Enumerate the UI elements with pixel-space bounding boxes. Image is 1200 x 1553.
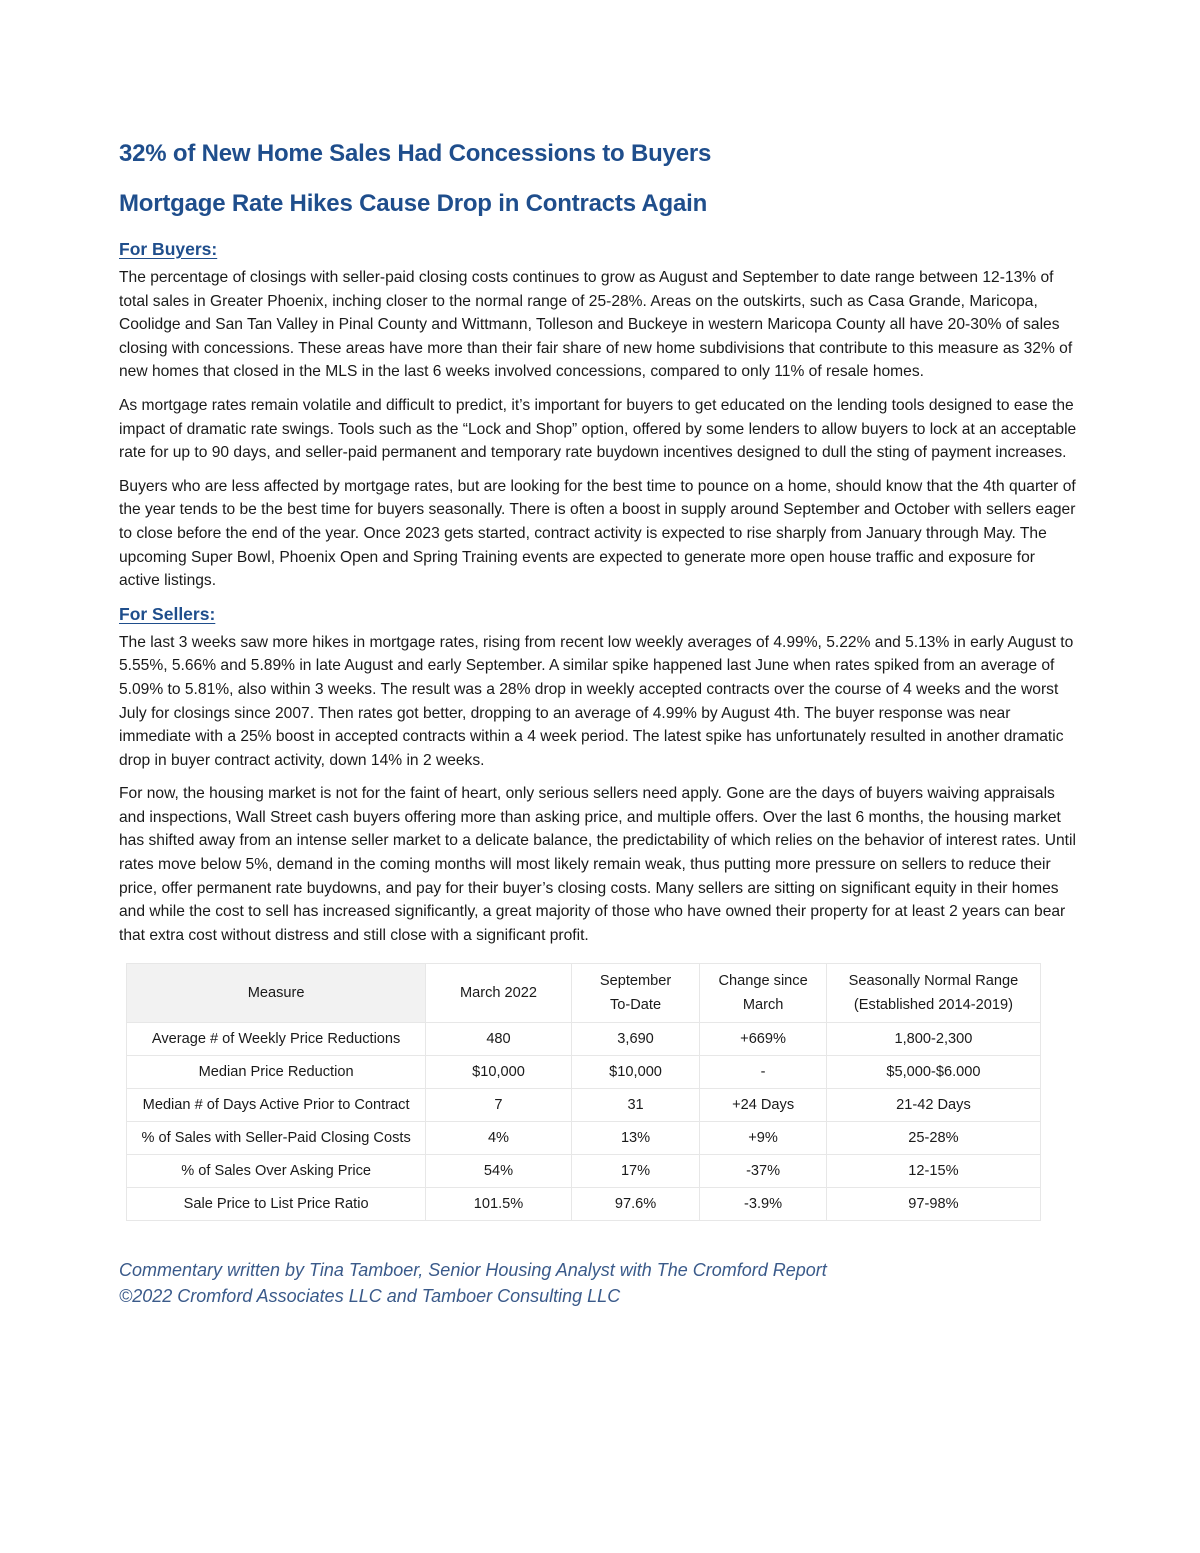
column-header-normal-range bbox=[826, 964, 1040, 1023]
column-header-change bbox=[700, 964, 827, 1023]
section-heading-buyers: For Buyers: bbox=[119, 239, 218, 259]
table-row bbox=[127, 1155, 1041, 1188]
footer-copyright-line: ©2022 Cromford Associates LLC and Tamboer Consulting LLC bbox=[119, 1286, 621, 1307]
table-cell-measure: Median # of Days Active Prior to Contract bbox=[127, 1089, 426, 1122]
table-cell-september: $10,000 bbox=[571, 1056, 700, 1089]
table-cell-measure: Sale Price to List Price Ratio bbox=[127, 1188, 426, 1221]
table-cell-measure: Average # of Weekly Price Reductions bbox=[127, 1023, 426, 1056]
buyers-paragraph: The percentage of closings with seller-paid closing costs continues to grow as August and September to date range between 12-13% of total sales in Greater Phoenix, inching closer to the normal range of 25-28%. Areas on the outskirts, such as Casa Grande, Maricopa, Coolidge and San Tan Valley in Pinal County and Wittmann, Tolleson and Buckeye in western Maricopa County all have 20-30% of sales closing with concessions. These areas have more than their fair share of new home subdivisions that contribute to this measure as 32% of new homes that closed in the MLS in the last 6 weeks involved concessions, compared to only 11% of resale homes. bbox=[119, 269, 1073, 381]
table-row bbox=[127, 1122, 1041, 1155]
table-cell-september: 97.6% bbox=[571, 1188, 700, 1221]
table-cell-march: 4% bbox=[426, 1122, 572, 1155]
table-cell-march: 7 bbox=[426, 1089, 572, 1122]
column-header-normal-range-line1: Seasonally Normal Range bbox=[848, 973, 1019, 990]
table-cell-march: 54% bbox=[426, 1155, 572, 1188]
column-header-change-line1: Change since bbox=[718, 973, 808, 990]
table-cell-september: 31 bbox=[571, 1089, 700, 1122]
table-cell-march: 101.5% bbox=[426, 1188, 572, 1221]
table-cell-measure: Median Price Reduction bbox=[127, 1056, 426, 1089]
table-cell-change: +9% bbox=[700, 1122, 827, 1155]
table-cell-march: $10,000 bbox=[426, 1056, 572, 1089]
table-cell-change: - bbox=[700, 1056, 827, 1089]
column-header-september-line1: September bbox=[599, 973, 672, 990]
table-row bbox=[127, 1056, 1041, 1089]
table-cell-september: 13% bbox=[571, 1122, 700, 1155]
table-cell-normal-range: 25-28% bbox=[826, 1122, 1040, 1155]
table-cell-normal-range: 21-42 Days bbox=[826, 1089, 1040, 1122]
sellers-paragraph: The last 3 weeks saw more hikes in mortgage rates, rising from recent low weekly averages of 4.99%, 5.22% and 5.13% in early August to 5.55%, 5.66% and 5.89% in late August and early September. A similar spike happened last June when rates spiked from an average of 5.09% to 5.81%, also within 3 weeks. The result was a 28% drop in weekly accepted contracts over the course of 4 weeks and the worst July for closings since 2007. Then rates got better, dropping to an average of 4.99% by August 4th. The buyer response was near immediate with a 25% boost in accepted contracts within a 4 week period. The latest spike has unfortunately resulted in another dramatic drop in buyer contract activity, down 14% in 2 weeks. bbox=[119, 633, 1074, 769]
table-cell-march: 480 bbox=[426, 1023, 572, 1056]
table-cell-change: -3.9% bbox=[700, 1188, 827, 1221]
document-page bbox=[119, 138, 1079, 1309]
column-header-change-line2: March bbox=[742, 997, 784, 1014]
table-cell-normal-range: 97-98% bbox=[826, 1188, 1040, 1221]
table-cell-normal-range: 12-15% bbox=[826, 1155, 1040, 1188]
table-cell-september: 17% bbox=[571, 1155, 700, 1188]
column-header-september-line2: To-Date bbox=[610, 997, 662, 1014]
table-cell-change: +24 Days bbox=[700, 1089, 827, 1122]
market-metrics-table bbox=[126, 963, 1041, 1221]
table-cell-normal-range: 1,800-2,300 bbox=[826, 1023, 1040, 1056]
column-header-measure: Measure bbox=[127, 964, 426, 1023]
table-cell-measure: % of Sales with Seller-Paid Closing Costs bbox=[127, 1122, 426, 1155]
column-header-march: March 2022 bbox=[426, 964, 572, 1023]
table-cell-september: 3,690 bbox=[571, 1023, 700, 1056]
table-header-row bbox=[127, 964, 1041, 1023]
headline-mortgage-rates: Mortgage Rate Hikes Cause Drop in Contracts Again bbox=[119, 190, 708, 217]
footer-author-line: Commentary written by Tina Tamboer, Senior Housing Analyst with The Cromford Report bbox=[119, 1260, 827, 1281]
table-row bbox=[127, 1089, 1041, 1122]
section-heading-sellers: For Sellers: bbox=[119, 603, 216, 624]
table-cell-change: -37% bbox=[700, 1155, 827, 1188]
table-cell-measure: % of Sales Over Asking Price bbox=[127, 1155, 426, 1188]
table-cell-normal-range: $5,000-$6.000 bbox=[826, 1056, 1040, 1089]
headline-concessions: 32% of New Home Sales Had Concessions to Buyers bbox=[119, 140, 712, 167]
buyers-paragraph: Buyers who are less affected by mortgage rates, but are looking for the best time to pounce on a home, should know that the 4th quarter of the year tends to be the best time for buyers seasonally. There is often a boost in supply around September and October with sellers eager to close before the end of the year. Once 2023 gets started, contract activity is expected to rise sharply from January through May. The upcoming Super Bowl, Phoenix Open and Spring Training events are expected to generate more open house traffic and exposure for active listings. bbox=[119, 477, 1076, 590]
table-row bbox=[127, 1023, 1041, 1056]
buyers-paragraph: As mortgage rates remain volatile and difficult to predict, it’s important for buyers to get educated on the lending tools designed to ease the impact of dramatic rate swings. Tools such as the “Lock and Shop” option, offered by some lenders to allow buyers to lock at an acceptable rate for up to 90 days, and seller-paid permanent and temporary rate buydown incentives designed to dull the sting of payment increases. bbox=[119, 396, 1077, 462]
commentary-footer bbox=[119, 1257, 1079, 1309]
sellers-paragraph: For now, the housing market is not for the faint of heart, only serious sellers need apply. Gone are the days of buyers waiving appraisals and inspections, Wall Street cash buyers offering more than asking price, and multiple offers. Over the last 6 months, the housing market has shifted away from an intense seller market to a delicate balance, the predictability of which relies on the behavior of interest rates. Until rates move below 5%, demand in the coming months will most likely remain weak, thus putting more pressure on sellers to reduce their price, offer permanent rate buydowns, and pay for their buyer’s closing costs. Many sellers are sitting on significant equity in their homes and while the cost to sell has increased significantly, a great majority of those who have owned their property for at least 2 years can bear that extra cost without distress and still close with a significant profit. bbox=[119, 785, 1076, 944]
column-header-normal-range-line2: (Established 2014-2019) bbox=[853, 997, 1013, 1014]
table-row bbox=[127, 1188, 1041, 1221]
column-header-september bbox=[571, 964, 700, 1023]
table-cell-change: +669% bbox=[700, 1023, 827, 1056]
